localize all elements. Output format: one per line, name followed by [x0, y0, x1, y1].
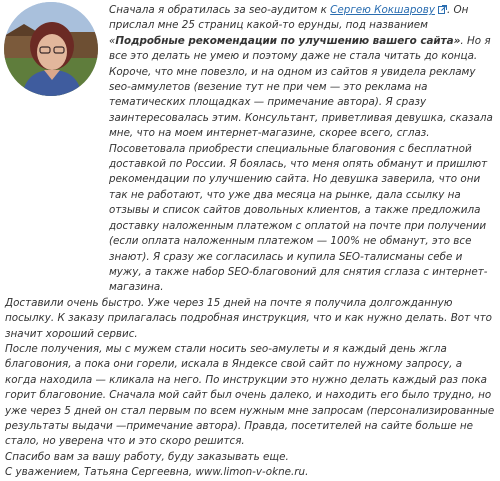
bold-phrase: Подробные рекомендации по улучшению вашего сайта» [115, 34, 461, 47]
author-link[interactable]: Сергею Кокшарову [330, 4, 435, 16]
review-text [5, 3, 495, 481]
external-link-icon [438, 4, 447, 13]
review-paragraph-3: После получения, мы с мужем стали носить seo-амулеты и я каждый день жгла благовония, а пока они горели, искала в Яндексе свой сайт по нужному запросу, а когда находила — кликала на него. По инструкции это нужно делать каждый раз пока горит благовоние. Сначала мой сайт был очень далеко, и находить его было трудно, но уже через 5 дней он стал первым по всем нужным мне запросам (персонализированные результаты выдачи —примечание автора). Правда, посетителей на сайте больше не стало, но уверена что и это скоро решится. [5, 342, 495, 448]
review-paragraph-4: Спасибо вам за вашу работу, буду заказывать еще. [5, 450, 289, 463]
review-paragraph-2: Доставили очень быстро. Уже через 15 дней на почте я получила долгожданную посылку. К заказу прилагалась подробная инструкция, что и как нужно делать. Вот что значит хороший сервис. [5, 296, 492, 340]
text-span: Сначала я обратилась за seo-аудитом к [109, 4, 331, 16]
text-span: . Но я все это делать не умею и поэтому даже не стала читать до конца. Короче, что мне повезло, и на одном из сайтов я увидела рекламу seo-аммулетов (везение тут не при чем — это реклама на тематических площадках — примечание автора). Я сразу заинтересовалась этим. Консультант, приветливая девушка, сказала мне, что на моем интернет-магазине, скорее всего, сглаз. Посоветовала приобрести специальные благовония с бесплатной доставкой по России. Я боялась, что меня опять обманут и пришлют рекомендации по улучшению сайта. Но девушка заверила, что они так не работают, что уже два месяца на рынке, дала ссылку на отзывы и список сайтов довольных клиентов, а также предложила доставку наложенным платежом с оплатой на почте при получении (если оплата наложенным платежом — 100% не обманут, это все знают). Я сразу же согласилась и купила SEO-талисманы себе и мужу, а также набор SEO-благовоний для снятия сглаза с интернет-магазина. [109, 34, 493, 294]
text-span: . Он прислал мне 25 страниц какой-то ерунды, под названием « [109, 4, 469, 47]
review-signature: С уважением, Татьяна Сергеевна, www.limon-v-okne.ru. [5, 466, 309, 479]
review-paragraph-1 [5, 3, 495, 296]
